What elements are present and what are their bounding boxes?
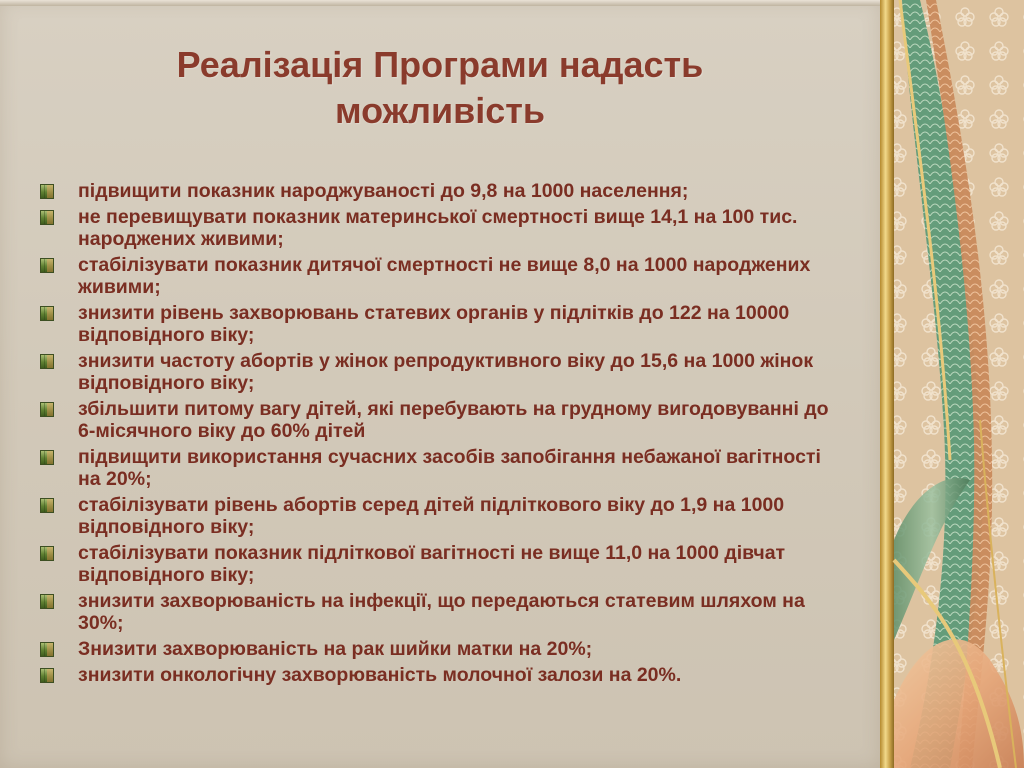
bullet-text: знизити захворюваність на інфекції, що передаються статевим шляхом на 30%; [78, 590, 805, 634]
square-bullet-icon [40, 498, 54, 513]
bullet-item [38, 542, 838, 586]
bullet-item [38, 302, 838, 346]
bullet-item [38, 590, 838, 634]
bullet-item [38, 664, 838, 686]
square-bullet-icon [40, 668, 54, 683]
square-bullet-icon [40, 642, 54, 657]
bullet-item [38, 206, 838, 250]
bullet-text: збільшити питому вагу дітей, які перебувають на грудному вигодовуванні до 6-місячного віку до 60% дітей [78, 398, 829, 442]
bullet-text: стабілізувати показник підліткової вагітності не вище 11,0 на 1000 дівчат відповідного віку; [78, 542, 786, 586]
bullet-list [38, 180, 838, 690]
bullet-item [38, 350, 838, 394]
bullet-text: підвищити показник народжуваності до 9,8 на 1000 населення; [78, 180, 689, 202]
square-bullet-icon [40, 258, 54, 273]
square-bullet-icon [40, 306, 54, 321]
bullet-text: стабілізувати показник дитячої смертності не вище 8,0 на 1000 народжених живими; [78, 254, 811, 298]
slide-title [40, 42, 840, 134]
square-bullet-icon [40, 594, 54, 609]
square-bullet-icon [40, 210, 54, 225]
bullet-item [38, 638, 838, 660]
square-bullet-icon [40, 184, 54, 199]
bullet-text: не перевищувати показник материнської смертності вище 14,1 на 100 тис. народжених живими; [78, 206, 798, 250]
bullet-text: стабілізувати рівень абортів серед дітей підліткового віку до 1,9 на 1000 відповідного віку; [78, 494, 785, 538]
decorative-side-panel [880, 0, 1024, 768]
square-bullet-icon [40, 450, 54, 465]
slide-title-line-1: Реалізація Програми надасть [176, 44, 704, 85]
bullet-item [38, 494, 838, 538]
square-bullet-icon [40, 546, 54, 561]
bullet-text: знизити частоту абортів у жінок репродуктивного віку до 15,6 на 1000 жінок відповідного віку; [78, 350, 814, 394]
square-bullet-icon [40, 402, 54, 417]
square-bullet-icon [40, 354, 54, 369]
bullet-text: підвищити використання сучасних засобів запобігання небажаної вагітності на 20%; [78, 446, 821, 490]
decorative-ornament [880, 0, 1024, 768]
bullet-item [38, 180, 838, 202]
bullet-item [38, 446, 838, 490]
bullet-text: Знизити захворюваність на рак шийки матки на 20%; [78, 638, 593, 660]
slide-title-line-2: можливість [334, 90, 546, 131]
bullet-item [38, 398, 838, 442]
bullet-text: знизити рівень захворювань статевих органів у підлітків до 122 на 10000 відповідного віку; [78, 302, 790, 346]
bullet-item [38, 254, 838, 298]
bullet-text: знизити онкологічну захворюваність молочної залози на 20%. [78, 664, 682, 686]
slide-top-edge [0, 0, 880, 6]
